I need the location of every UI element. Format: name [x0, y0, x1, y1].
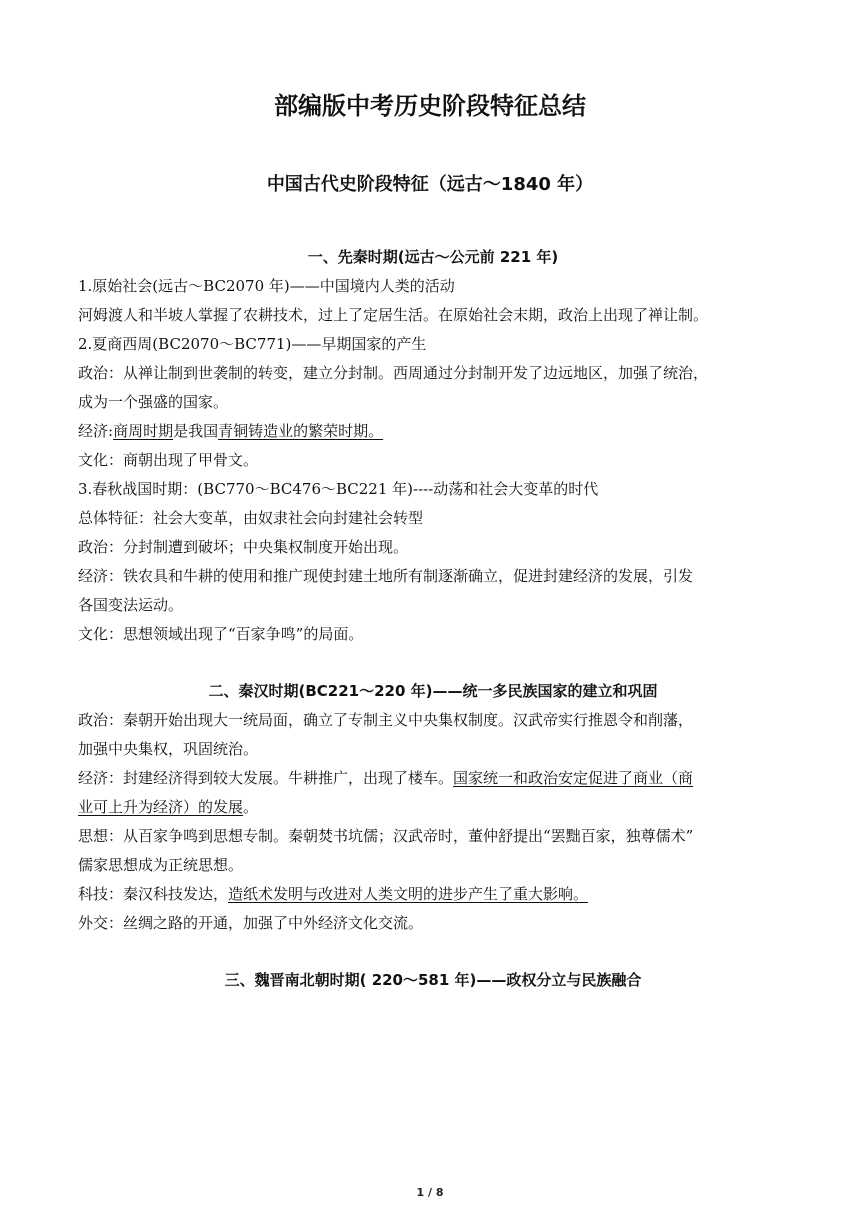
underlined-text: 国家统一和政治安定促进了商业（商: [453, 769, 694, 787]
text-span: 经济:: [78, 422, 114, 440]
section-gap: [78, 938, 788, 966]
paragraph: 政治：从禅让制到世袭制的转变，建立分封制。西周通过分封制开发了边远地区，加强了统治，: [78, 364, 709, 382]
paragraph: 1.原始社会(远古～BC2070 年)——中国境内人类的活动: [78, 277, 455, 295]
paragraph: 文化：思想领域出现了“百家争鸣”的局面。: [78, 625, 364, 643]
text-span: 。: [243, 798, 259, 816]
paragraph: 加强中央集权，巩固统治。: [78, 740, 259, 758]
text-span: 科技：秦汉科技发达，: [78, 885, 229, 903]
paragraph-economy: [78, 417, 788, 446]
paragraph-technology: [78, 880, 788, 909]
paragraph-economy-cont: [78, 793, 788, 822]
paragraph: 政治：秦朝开始出现大一统局面，确立了专制主义中央集权制度。汉武帝实行推恩令和削藩，: [78, 711, 694, 729]
paragraph: 河姆渡人和半坡人掌握了农耕技术，过上了定居生活。在原始社会末期，政治上出现了禅让制。: [78, 306, 709, 324]
document-body: [78, 243, 788, 995]
paragraph: 文化：商朝出现了甲骨文。: [78, 451, 259, 469]
section-heading-wei-jin: 三、魏晋南北朝时期( 220～581 年)——政权分立与民族融合: [224, 971, 642, 989]
underlined-text: 商周时期: [113, 422, 174, 440]
document-title: 部编版中考历史阶段特征总结: [274, 92, 586, 120]
page-number: 1 / 8: [416, 1186, 444, 1199]
text-span: 是我国: [173, 422, 219, 440]
section-gap: [78, 649, 788, 677]
paragraph: 总体特征：社会大变革，由奴隶社会向封建社会转型: [78, 509, 424, 527]
paragraph: 政治：分封制遭到破坏；中央集权制度开始出现。: [78, 538, 409, 556]
section-heading-qin-han: 二、秦汉时期(BC221～220 年)——统一多民族国家的建立和巩固: [208, 682, 658, 700]
underlined-text: 青铜铸造业的繁荣时期。: [218, 422, 384, 440]
paragraph: 思想：从百家争鸣到思想专制。秦朝焚书坑儒；汉武帝时，董仲舒提出“罢黜百家，独尊儒术”: [78, 827, 694, 845]
paragraph: 2.夏商西周(BC2070～BC771)——早期国家的产生: [78, 335, 427, 353]
paragraph: 经济：铁农具和牛耕的使用和推广现使封建土地所有制逐渐确立，促进封建经济的发展，引发: [78, 567, 694, 585]
paragraph: 外交：丝绸之路的开通，加强了中外经济文化交流。: [78, 914, 424, 932]
paragraph: 成为一个强盛的国家。: [78, 393, 229, 411]
section-heading-pre-qin: 一、先秦时期(远古～公元前 221 年): [307, 248, 559, 266]
underlined-text: 业可上升为经济）的发展: [78, 798, 244, 816]
text-span: 经济：封建经济得到较大发展。牛耕推广，出现了楼车。: [78, 769, 454, 787]
paragraph: 3.春秋战国时期：(BC770～BC476～BC221 年)----动荡和社会大变革的时代: [78, 480, 599, 498]
underlined-text: 造纸术发明与改进对人类文明的进步产生了重大影响。: [228, 885, 589, 903]
paragraph: 各国变法运动。: [78, 596, 184, 614]
document-subtitle: 中国古代史阶段特征（远古～1840 年）: [266, 174, 594, 195]
paragraph-economy: [78, 764, 788, 793]
paragraph: 儒家思想成为正统思想。: [78, 856, 244, 874]
